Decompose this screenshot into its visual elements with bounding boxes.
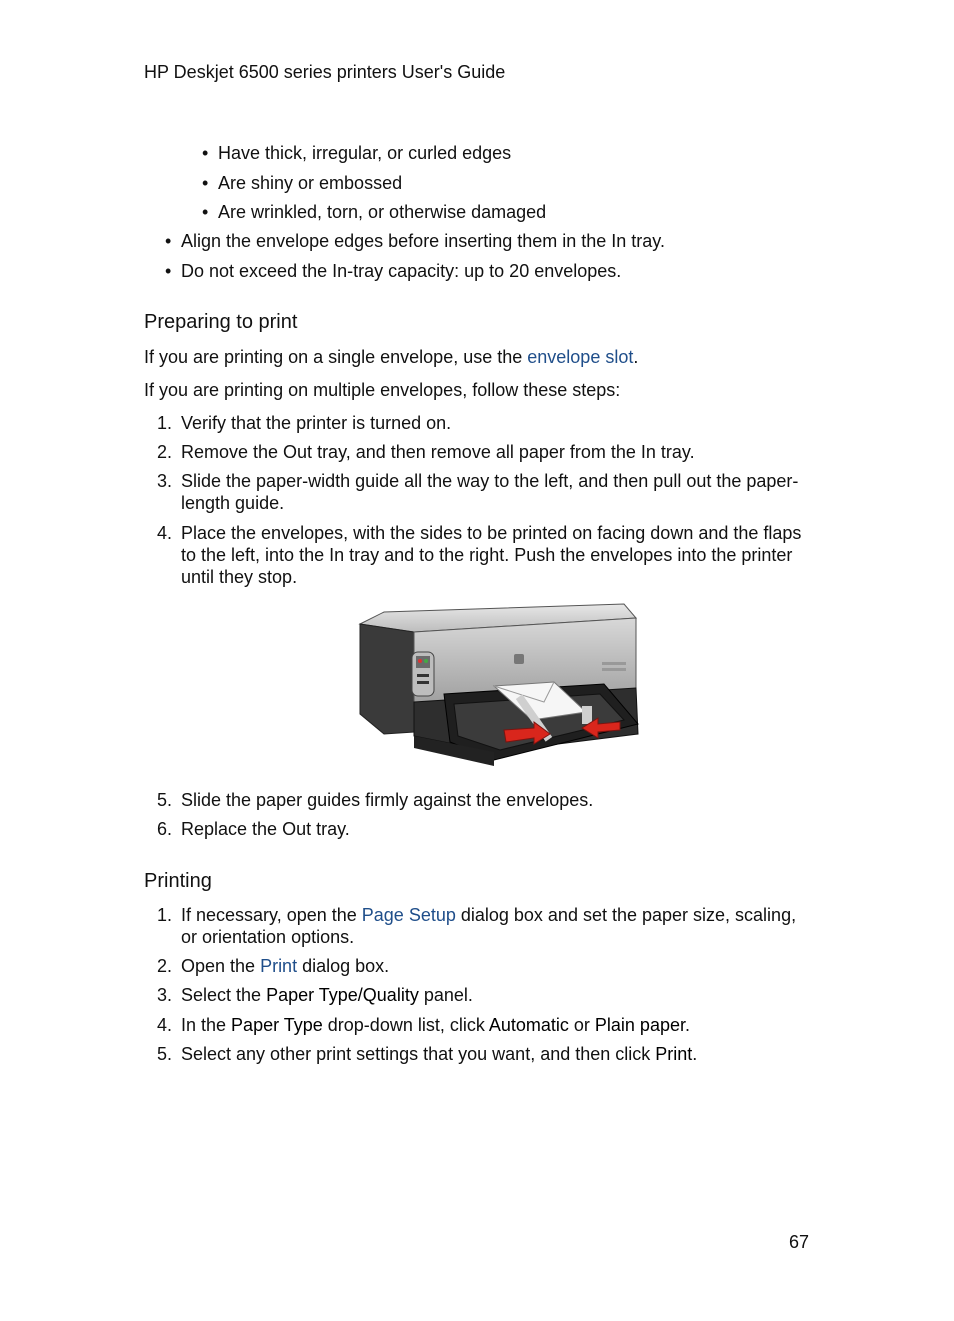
bullet-dot: • <box>165 231 172 251</box>
paragraph-multiple-envelopes: If you are printing on multiple envelopes, follow these steps: <box>144 380 621 400</box>
print-link[interactable]: Print <box>260 956 298 976</box>
text: or <box>568 1015 595 1035</box>
text: dialog box and set the paper size, scaling, <box>455 905 797 925</box>
step-4-line-1: Place the envelopes, with the sides to be printed on facing down and the flaps <box>181 523 802 543</box>
running-header: HP Deskjet 6500 series printers User's Guide <box>144 62 506 82</box>
step-2: Remove the Out tray, and then remove all paper from the In tray. <box>181 442 695 462</box>
step-number: 5. <box>156 790 172 810</box>
text: dialog box. <box>297 956 390 976</box>
text: Select the <box>181 985 267 1005</box>
step-number: 4. <box>156 1015 172 1035</box>
section-heading-preparing: Preparing to print <box>144 311 298 333</box>
envelope-slot-link[interactable]: envelope slot <box>527 347 634 367</box>
step-number: 3. <box>156 471 172 491</box>
text: . <box>692 1044 698 1064</box>
step-number: 5. <box>156 1044 172 1064</box>
text: . <box>684 1015 690 1035</box>
step-4-line-2: to the left, into the In tray and to the right. Push the envelopes into the printer <box>181 545 793 565</box>
step-3-line-2: length guide. <box>181 493 285 513</box>
text: If you are printing on a single envelope, use the <box>144 347 528 367</box>
section-heading-printing: Printing <box>144 870 212 892</box>
page-setup-link[interactable]: Page Setup <box>361 905 456 925</box>
bullet-dot: • <box>165 261 172 281</box>
step-number: 4. <box>156 523 172 543</box>
printing-step-1-line-2: or orientation options. <box>181 927 355 947</box>
bullet-dot: • <box>202 202 209 222</box>
paragraph-single-envelope <box>144 346 638 368</box>
text: drop-down list, click <box>322 1015 489 1035</box>
sub-bullet-1: Have thick, irregular, or curled edges <box>218 143 512 163</box>
ui-label-paper-type: Paper Type <box>231 1015 323 1035</box>
text: panel. <box>418 985 473 1005</box>
text: In the <box>181 1015 232 1035</box>
step-number: 1. <box>156 905 172 925</box>
bullet-2: Do not exceed the In-tray capacity: up to 20 envelopes. <box>181 261 622 281</box>
step-5: Slide the paper guides firmly against the envelopes. <box>181 790 594 810</box>
step-4-line-3: until they stop. <box>181 567 298 587</box>
text: If necessary, open the <box>181 905 362 925</box>
step-number: 2. <box>156 442 172 462</box>
ui-label-paper-type-quality: Paper Type/Quality <box>266 985 419 1005</box>
page-number: 67 <box>788 1232 809 1252</box>
printing-step-5 <box>181 1043 697 1065</box>
text: . <box>633 347 639 367</box>
printer-envelope-illustration <box>354 602 640 770</box>
bullet-dot: • <box>202 173 209 193</box>
ui-label-print: Print <box>655 1044 693 1064</box>
ui-label-plain-paper: Plain paper <box>594 1015 685 1035</box>
step-3-line-1: Slide the paper-width guide all the way to the left, and then pull out the paper- <box>181 471 799 491</box>
printing-step-2 <box>181 955 389 977</box>
text: Open the <box>181 956 261 976</box>
ui-label-automatic: Automatic <box>488 1015 569 1035</box>
sub-bullet-2: Are shiny or embossed <box>218 173 403 193</box>
step-number: 1. <box>156 413 172 433</box>
step-number: 3. <box>156 985 172 1005</box>
bullet-dot: • <box>202 143 209 163</box>
step-number: 6. <box>156 819 172 839</box>
printing-step-3 <box>181 984 473 1006</box>
printing-step-1-line-1 <box>181 904 796 926</box>
bullet-1: Align the envelope edges before inserting them in the In tray. <box>181 231 665 251</box>
printing-step-4 <box>181 1014 690 1036</box>
step-1: Verify that the printer is turned on. <box>181 413 452 433</box>
text: Select any other print settings that you want, and then click <box>181 1044 656 1064</box>
sub-bullet-3: Are wrinkled, torn, or otherwise damaged <box>218 202 547 222</box>
step-number: 2. <box>156 956 172 976</box>
step-6: Replace the Out tray. <box>181 819 350 839</box>
